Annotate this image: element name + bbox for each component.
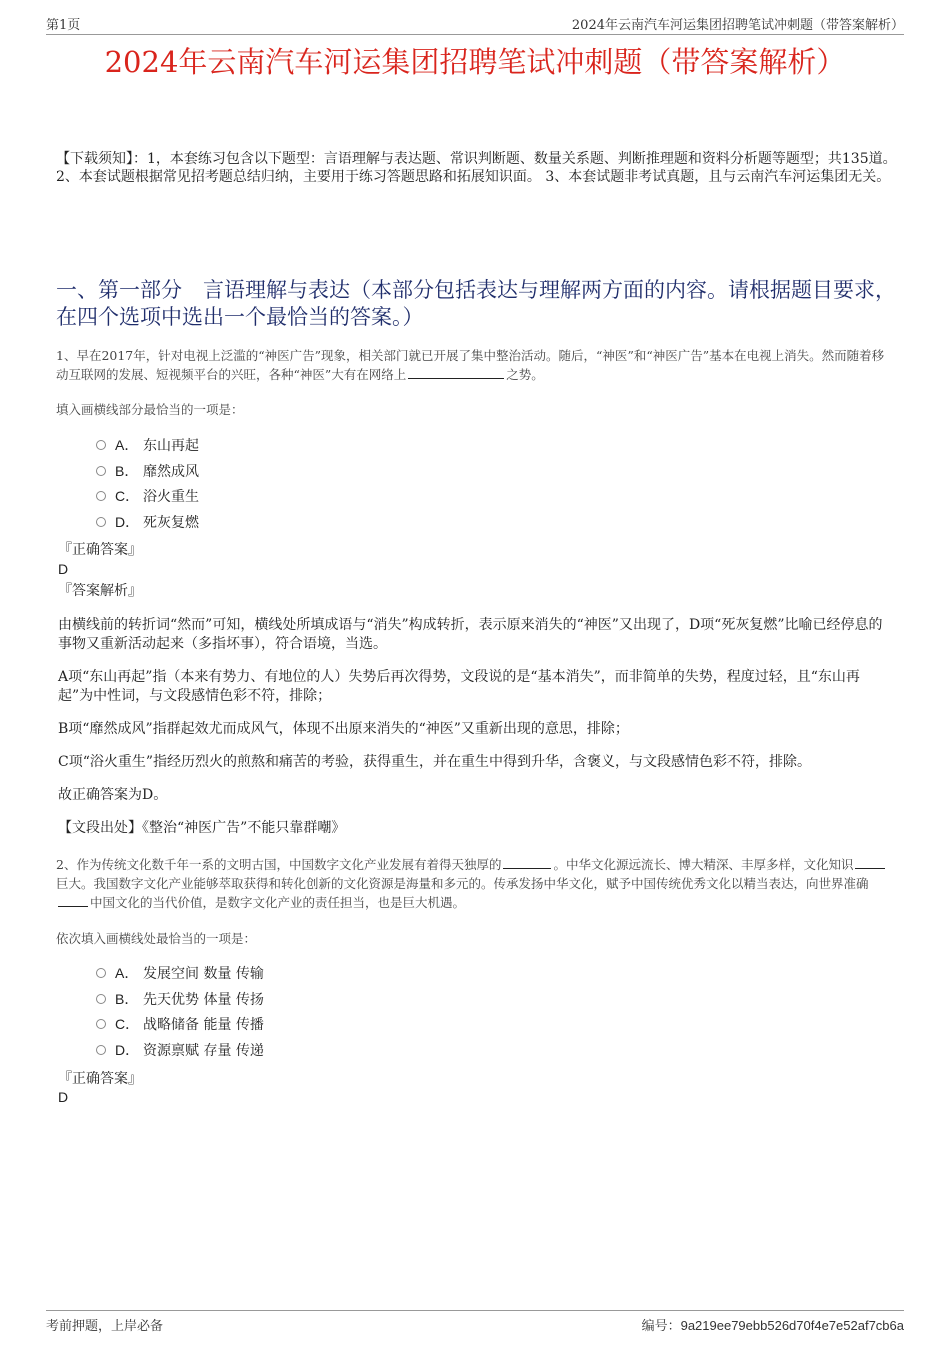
- radio-icon[interactable]: [96, 440, 106, 450]
- question-1-options: [96, 433, 199, 535]
- header-doc-title: 2024年云南汽车河运集团招聘笔试冲刺题（带答案解析）: [571, 18, 904, 33]
- page-number: 第1页: [46, 18, 81, 33]
- answer-label: 『正确答案』: [58, 542, 142, 558]
- footer-code: 编号：9a219ee79ebb526d70f4e7e52af7cb6a: [641, 1318, 904, 1334]
- answer-value: D: [58, 561, 69, 577]
- option-a[interactable]: A． 东山再起: [96, 433, 199, 459]
- analysis-paragraph: C项“浴火重生”指经历烈火的煎熬和痛苦的考验，获得重生，并在重生中得到升华，含褒义，与文段感情色彩不符，排除。: [58, 754, 812, 770]
- footer-slogan: 考前押题，上岸必备: [46, 1319, 164, 1334]
- radio-icon[interactable]: [96, 1045, 106, 1055]
- section-title: 一、第一部分 言语理解与表达（本部分包括表达与理解两方面的内容。请根据题目要求，在四个选项中选出一个最恰当的答案。）: [56, 278, 896, 329]
- option-c[interactable]: C． 战略储备 能量 传播: [96, 1012, 264, 1038]
- option-a[interactable]: A． 发展空间 数量 传输: [96, 961, 264, 987]
- option-d[interactable]: D． 死灰复燃: [96, 510, 199, 536]
- question-2-prompt: 依次填入画横线处最恰当的一项是：: [56, 931, 257, 946]
- answer-value: D: [58, 1089, 69, 1105]
- document-title: 2024年云南汽车河运集团招聘笔试冲刺题（带答案解析）: [104, 45, 846, 79]
- answer-label: 『正确答案』: [58, 1071, 142, 1087]
- blank-line: [58, 894, 88, 907]
- question-2-stem: 2、作为传统文化数千年一系的文明古国，中国数字文化产业发展有着得天独厚的 。中华文化源远流长、博大精深、丰厚多样，文化知识巨大。我国数字文化产业能够萃取获得和转化创新的文化资源是海量和多元的。传承发扬中华文化，赋予中国传统优秀文化以精当表达，向世界准确中国文化的当代价值，是数字文化产业的责任担当，也是巨大机遇。: [56, 855, 896, 912]
- question-1-stem: 1、早在2017年，针对电视上泛滥的“神医广告”现象，相关部门就已开展了集中整治活动。随后，“神医”和“神医广告”基本在电视上消失。然而随着移动互联网的发展、短视频平台的兴旺，各种“神医”大有在网络上 之势。: [56, 348, 885, 382]
- option-b[interactable]: B． 靡然成风: [96, 459, 199, 485]
- analysis-paragraph: A项“东山再起”指（本来有势力、有地位的人）失势后再次得势，文段说的是“基本消失”，而非简单的失势，程度过轻，且“东山再起”为中性词，与文段感情色彩不符，排除；: [58, 669, 860, 704]
- analysis-paragraph: 由横线前的转折词“然而”可知，横线处所填成语与“消失”构成转折，表示原来消失的“神医”又出现了，D项“死灰复燃”比喻已经停息的事物又重新活动起来（多指坏事），符合语境，当选。: [58, 617, 883, 652]
- download-notice: 【下载须知】：1，本套练习包含以下题型：言语理解与表达题、常识判断题、数量关系题、判断推理题和资料分析题等题型；共135道。 2、本套试题根据常见招考题总结归纳，主要用于练习答题思路和拓展知识面。 3、本套试题非考试真题，且与云南汽车河运集团无关。: [56, 151, 897, 185]
- option-b[interactable]: B． 先天优势 体量 传扬: [96, 987, 264, 1013]
- radio-icon[interactable]: [96, 994, 106, 1004]
- radio-icon[interactable]: [96, 517, 106, 527]
- blank-line: [408, 366, 504, 379]
- radio-icon[interactable]: [96, 968, 106, 978]
- analysis-paragraph: B项“靡然成风”指群起效尤而成风气，体现不出原来消失的“神医”又重新出现的意思，排除；: [58, 721, 629, 737]
- radio-icon[interactable]: [96, 466, 106, 476]
- analysis-label: 『答案解析』: [58, 583, 142, 599]
- radio-icon[interactable]: [96, 1019, 106, 1029]
- blank-line: [855, 856, 885, 869]
- question-1-prompt: 填入画横线部分最恰当的一项是：: [56, 402, 244, 417]
- page-header: [46, 14, 904, 35]
- page-footer: [46, 1310, 904, 1335]
- analysis-paragraph: 故正确答案为D。: [58, 787, 168, 803]
- question-2-options: [96, 961, 264, 1063]
- option-c[interactable]: C． 浴火重生: [96, 484, 199, 510]
- blank-line: [503, 856, 551, 869]
- source-note: 【文段出处】《整治“神医广告”不能只靠群嘲》: [58, 820, 346, 836]
- radio-icon[interactable]: [96, 491, 106, 501]
- analysis-body: [58, 616, 890, 852]
- option-d[interactable]: D． 资源禀赋 存量 传递: [96, 1038, 264, 1064]
